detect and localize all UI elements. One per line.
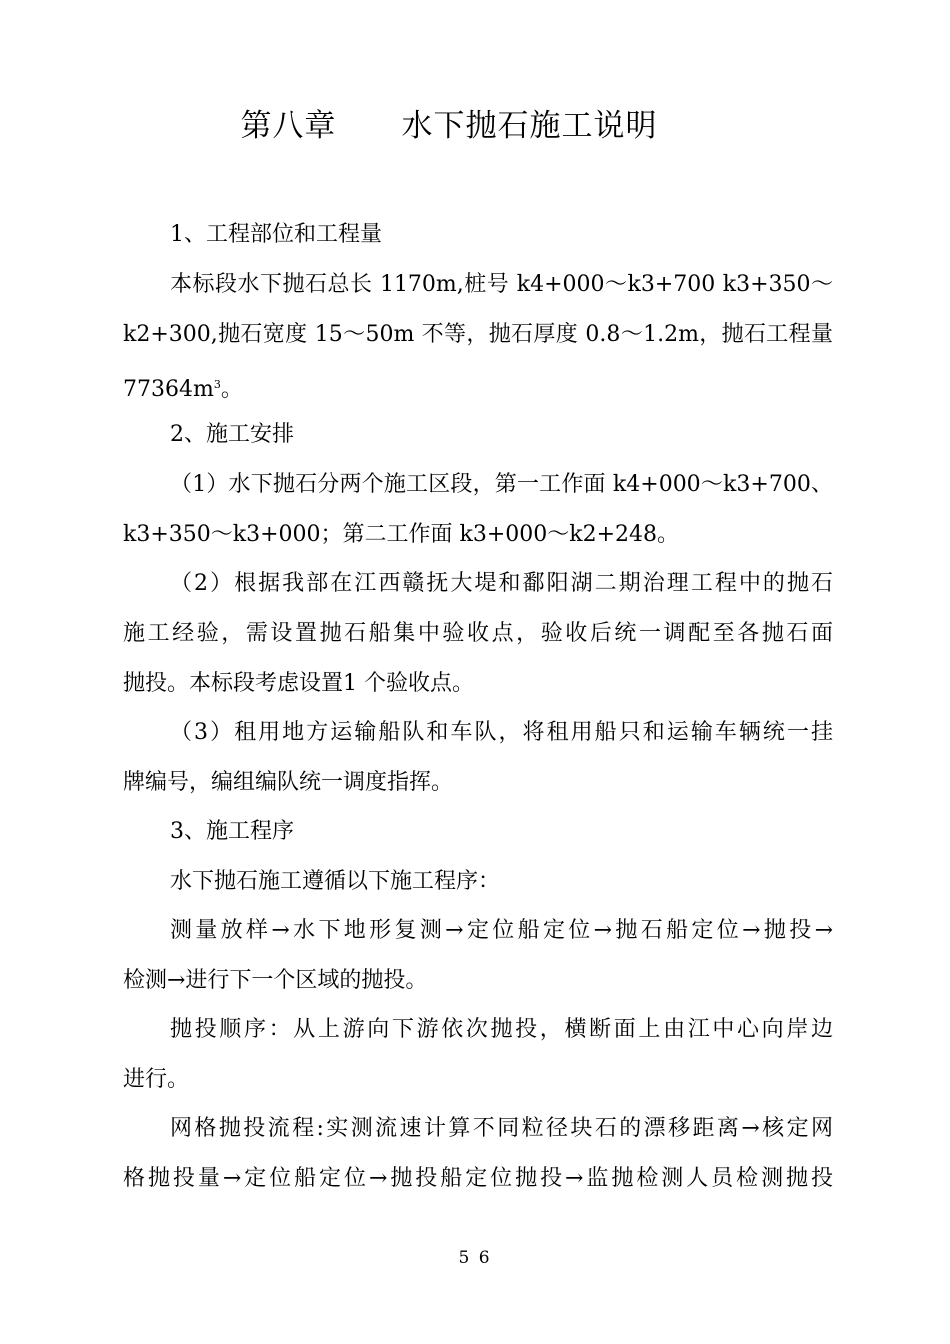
- page-number: 5 6: [458, 1248, 492, 1268]
- paragraph-line: 格抛投量→定位船定位→抛投船定位抛投→监抛检测人员检测抛投: [123, 1166, 833, 1191]
- sentence-end: 。: [220, 377, 243, 402]
- unit-superscript: 3: [213, 378, 221, 391]
- paragraph-line: 水下抛石施工遵循以下施工程序：: [170, 869, 501, 894]
- paragraph-line: （1）水下抛石分两个施工区段，第一工作面 k4+000～k3+700、: [170, 472, 833, 497]
- section-heading-3: 3、施工程序: [170, 819, 294, 844]
- paragraph-line: 抛投。本标段考虑设置1 个验收点。: [123, 671, 474, 696]
- paragraph-line: （3）租用地方运输船队和车队，将租用船只和运输车辆统一挂: [170, 720, 833, 745]
- paragraph-line: 牌编号，编组编队统一调度指挥。: [123, 770, 454, 795]
- paragraph-line: 检测→进行下一个区域的抛投。: [123, 968, 428, 993]
- paragraph-line: k3+350～k3+000；第二工作面 k3+000～k2+248。: [123, 522, 680, 547]
- paragraph-line: 本标段水下抛石总长 1170m,桩号 k4+000～k3+700 k3+350～: [170, 272, 833, 297]
- paragraph-line: 网格抛投流程:实测流速计算不同粒径块石的漂移距离→核定网: [170, 1116, 833, 1141]
- paragraph-line: 抛投顺序：从上游向下游依次抛投，横断面上由江中心向岸边: [170, 1017, 833, 1042]
- paragraph-line: （2）根据我部在江西赣抚大堤和鄱阳湖二期治理工程中的抛石: [170, 571, 833, 596]
- quantity-value: 77364m: [123, 377, 214, 402]
- chapter-title: 第八章 水下抛石施工说明: [240, 108, 658, 144]
- paragraph-line: 进行。: [123, 1067, 190, 1092]
- paragraph-line: 施工经验，需设置抛石船集中验收点，验收后统一调配至各抛石面: [123, 621, 833, 646]
- section-heading-2: 2、施工安排: [170, 422, 294, 447]
- paragraph-line: 测量放样→水下地形复测→定位船定位→抛石船定位→抛投→: [170, 918, 833, 943]
- paragraph-line: k2+300,抛石宽度 15～50m 不等，抛石厚度 0.8～1.2m，抛石工程量: [123, 322, 833, 347]
- section-heading-1: 1、工程部位和工程量: [170, 222, 382, 247]
- paragraph-line: [123, 369, 833, 406]
